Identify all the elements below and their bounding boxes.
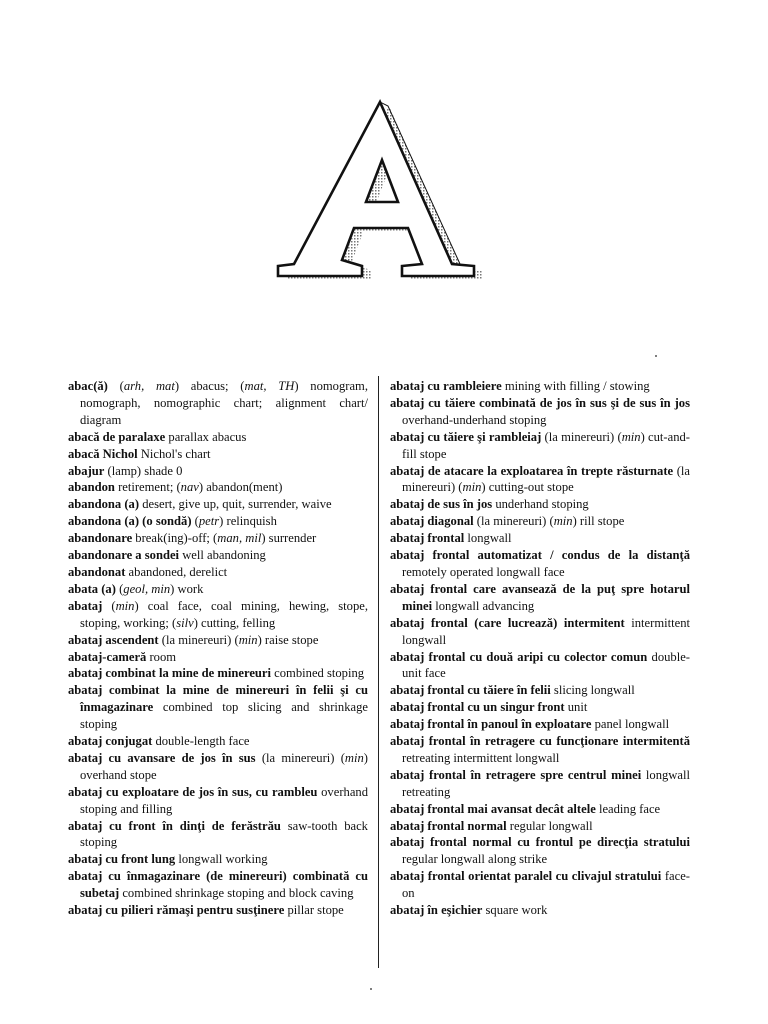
speck [370, 988, 372, 990]
left-column [68, 378, 368, 919]
dictionary-entry: abataj cu front lung longwall working [68, 852, 268, 867]
dictionary-entry: abataj cu pilieri rămaşi pentru susţinere pillar stope [68, 903, 344, 918]
dictionary-entry: abataj combinat la mine de minereuri în felii şi cu înmagazinare combined top slicing and shrinkage stoping [68, 683, 368, 732]
speck [655, 355, 657, 357]
dictionary-entry: abataj frontal automatizat / condus de la distanţă remotely operated longwall face [390, 548, 690, 579]
dictionary-entry: abataj frontal normal regular longwall [390, 818, 593, 833]
dictionary-entry: abataj cu tăiere şi rambleiaj (la minereuri) (min) cut-and-fill stope [390, 429, 690, 461]
dictionary-entry: abataj frontal longwall [390, 531, 512, 546]
dictionary-entry: abajur (lamp) shade 0 [68, 463, 183, 478]
dictionary-columns [68, 378, 704, 978]
dictionary-entry: abataj cu exploatare de jos în sus, cu rambleu overhand stoping and filling [68, 784, 368, 816]
dictionary-entry: abac(ă) (arh, mat) abacus; (mat, TH) nomogram, nomograph, nomographic chart; alignment chart/ diagram [68, 379, 368, 427]
dictionary-entry: abataj frontal care avansează de la puţ spre hotarul minei longwall advancing [390, 581, 690, 613]
dictionary-entry: abataj frontal cu două aripi cu colector comun double-unit face [390, 649, 690, 681]
dictionary-entry: abandon retirement; (nav) abandon(ment) [68, 480, 283, 495]
dictionary-entry: abataj de atacare la exploatarea în trepte răsturnate (la minereuri) (min) cutting-out stope [390, 463, 690, 495]
letter-a-graphic [276, 96, 496, 286]
dictionary-entry: abataj de sus în jos underhand stoping [390, 497, 589, 512]
dictionary-entry: abataj cu rambleiere mining with filling / stowing [390, 379, 650, 393]
column-divider [378, 376, 379, 968]
right-column [390, 378, 690, 919]
dictionary-entry: abataj (min) coal face, coal mining, hewing, stope, stoping, working; (silv) cutting, felling [68, 598, 369, 630]
dictionary-entry: abataj ascendent (la minereuri) (min) raise stope [68, 632, 319, 647]
dictionary-entry: abataj în eşichier square work [390, 903, 548, 918]
dictionary-entry: abataj frontal cu tăiere în felii slicing longwall [390, 683, 635, 698]
dictionary-entry: abata (a) (geol, min) work [68, 581, 204, 596]
dictionary-entry: abataj diagonal (la minereuri) (min) rill stope [390, 514, 625, 529]
dictionary-entry: abandona (a) desert, give up, quit, surrender, waive [68, 497, 332, 512]
dictionary-entry: abandona (a) (o sondă) (petr) relinquish [68, 514, 277, 529]
dictionary-entry: abataj frontal normal cu frontul pe direcţia stratului regular longwall along strike [390, 835, 690, 867]
dictionary-entry: abataj cu front în dinţi de ferăstrău saw-tooth back stoping [68, 818, 368, 850]
dictionary-entry: abataj conjugat double-length face [68, 734, 250, 749]
dictionary-entry: abandonare a sondei well abandoning [68, 548, 266, 563]
dictionary-entry: abandonat abandoned, derelict [68, 564, 228, 579]
dictionary-entry: abataj frontal mai avansat decât altele leading face [390, 801, 661, 816]
dictionary-entry: abataj frontal cu un singur front unit [390, 700, 588, 715]
section-letter-a [276, 96, 496, 286]
dictionary-entry: abataj cu înmagazinare (de minereuri) combinată cu subetaj combined shrinkage stoping and block caving [68, 869, 368, 901]
dictionary-entry: abataj frontal în retragere spre centrul minei longwall retreating [390, 767, 690, 799]
dictionary-entry: abataj frontal orientat paralel cu clivajul stratului face-on [390, 869, 690, 901]
dictionary-entry: abataj frontal în retragere cu funcţionare intermitentă retreating intermittent longwall [390, 734, 690, 765]
dictionary-entry: abataj cu avansare de jos în sus (la minereuri) (min) overhand stope [68, 750, 368, 782]
dictionary-entry: abacă Nichol Nichol's chart [68, 446, 211, 461]
dictionary-entry: abacă de paralaxe parallax abacus [68, 429, 247, 444]
dictionary-entry: abataj-cameră room [68, 649, 177, 664]
dictionary-entry: abandonare break(ing)-off; (man, mil) surrender [68, 531, 317, 546]
dictionary-entry: abataj frontal (care lucrează) intermitent intermittent longwall [390, 615, 691, 647]
dictionary-entry: abataj cu tăiere combinată de jos în sus şi de sus în jos overhand-underhand stoping [390, 395, 690, 427]
dictionary-entry: abataj combinat la mine de minereuri combined stoping [68, 666, 365, 681]
dictionary-entry: abataj frontal în panoul în exploatare panel longwall [390, 717, 670, 732]
